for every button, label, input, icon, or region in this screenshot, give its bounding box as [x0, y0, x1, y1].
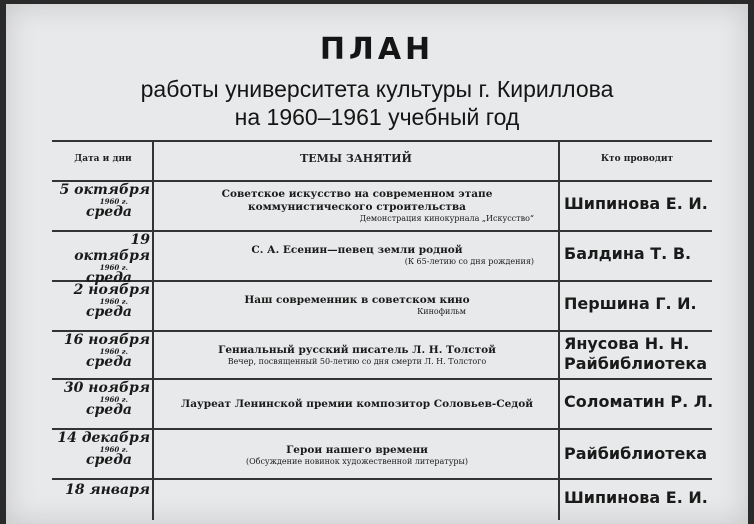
who-line: Райбиблиотека — [564, 354, 707, 373]
date-day: 14 декабря — [57, 430, 150, 446]
topic-cell — [158, 444, 556, 467]
topic-cell — [158, 294, 556, 317]
date-day: 30 ноября — [63, 380, 150, 396]
date-day: 5 октября — [59, 182, 150, 198]
topic-line: Лауреат Ленинской премии композитор Соловьев-Седой — [180, 398, 534, 410]
who-line: Шипинова Е. И. — [564, 488, 708, 507]
who-line: Першина Г. И. — [564, 294, 697, 313]
topic-note: Демонстрация кинокурнала „Искусство“ — [359, 214, 534, 223]
date-cell — [54, 182, 150, 219]
header-who: Кто проводит — [600, 154, 674, 164]
row-separator — [52, 378, 712, 380]
topic-cell — [158, 398, 556, 411]
date-weekday: среда — [85, 270, 132, 286]
date-day: 18 января — [65, 482, 150, 498]
who-line: Соломатин Р. Л. — [564, 392, 714, 411]
doc-subtitle-line2: на 1960–1961 учебный год — [234, 104, 520, 130]
doc-title: ПЛАН — [319, 32, 435, 67]
date-year: 1960 г. — [99, 347, 128, 356]
topic-note: Кинофильм — [417, 307, 466, 316]
who-cell — [564, 294, 744, 314]
document-sheet — [6, 4, 748, 524]
row-separator — [52, 230, 712, 232]
date-day: 2 ноября — [73, 282, 150, 298]
row-separator — [52, 428, 712, 430]
who-line: Райбиблиотека — [564, 444, 707, 463]
who-line: Янусова Н. Н. — [564, 334, 690, 353]
who-cell — [564, 392, 744, 412]
date-weekday: среда — [85, 354, 132, 370]
who-cell — [564, 194, 744, 214]
topic-cell — [158, 344, 556, 367]
table-top-border — [52, 140, 712, 142]
date-year: 1960 г. — [99, 197, 128, 206]
topic-cell — [158, 244, 556, 267]
date-cell — [54, 482, 150, 498]
date-year: 1960 г. — [99, 445, 128, 454]
topic-note: (К 65-летию со дня рождения) — [404, 257, 534, 266]
date-weekday: среда — [85, 402, 132, 418]
topic-cell — [158, 188, 556, 224]
header-topics: ТЕМЫ ЗАНЯТИЙ — [300, 152, 412, 165]
who-cell — [564, 444, 744, 464]
who-line: Балдина Т. В. — [564, 244, 692, 263]
date-cell — [54, 430, 150, 467]
date-day: 19 октября — [74, 232, 150, 264]
row-separator — [52, 330, 712, 332]
who-cell — [564, 244, 744, 264]
date-cell — [54, 332, 150, 369]
date-year: 1960 г. — [99, 395, 128, 404]
topic-line: Наш современник в советском кино — [244, 294, 470, 306]
date-cell — [54, 232, 150, 285]
date-year: 1960 г. — [99, 297, 128, 306]
doc-subtitle-line1: работы университета культуры г. Кириллова — [140, 76, 614, 102]
who-cell — [564, 488, 744, 508]
topic-line: Герои нашего времени — [286, 444, 428, 456]
row-separator — [52, 478, 712, 480]
topic-note: Вечер, посвященный 50-летию со дня смерти Л. Н. Толстого — [227, 357, 487, 366]
who-line: Шипинова Е. И. — [564, 194, 708, 213]
date-year: 1960 г. — [99, 263, 128, 272]
who-cell — [564, 334, 744, 374]
topic-line: Советское искусство на современном этапе — [221, 188, 493, 200]
header-date: Дата и дни — [74, 154, 132, 164]
date-cell — [54, 380, 150, 417]
topic-line: Гениальный русский писатель Л. Н. Толстой — [218, 344, 496, 356]
date-weekday: среда — [85, 204, 132, 220]
date-cell — [54, 282, 150, 319]
topic-note: (Обсуждение новинок художественной литературы) — [245, 457, 469, 466]
date-day: 16 ноября — [63, 332, 150, 348]
header-bottom-border — [52, 180, 712, 182]
date-weekday: среда — [85, 304, 132, 320]
date-weekday: среда — [85, 452, 132, 468]
row-separator — [52, 280, 712, 282]
topic-line: С. А. Есенин—певец земли родной — [251, 244, 463, 256]
topic-line: коммунистического строительства — [248, 201, 466, 213]
